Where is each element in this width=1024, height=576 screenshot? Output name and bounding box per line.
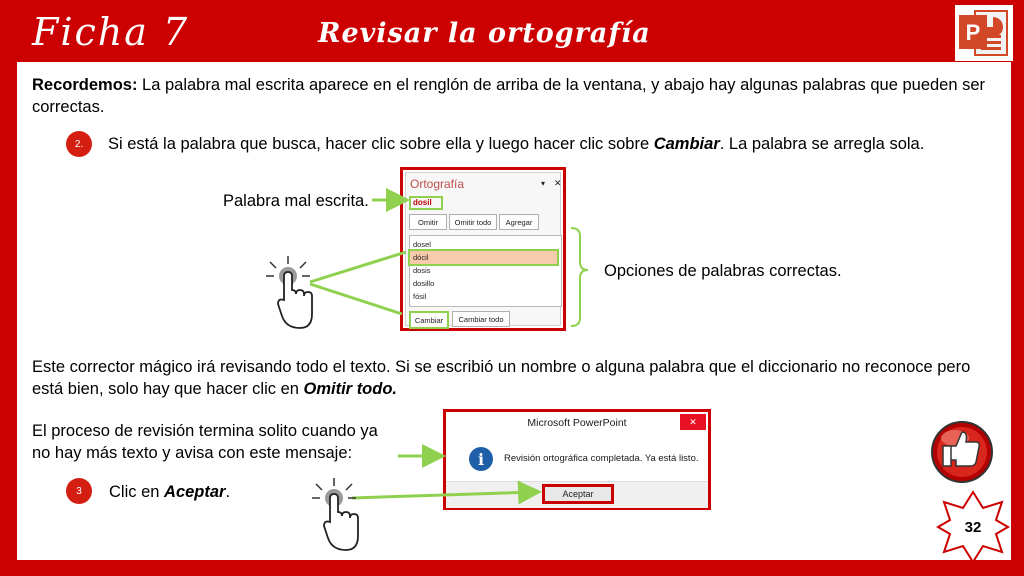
step-3-post: . — [225, 483, 231, 501]
page-number: 32 — [964, 519, 982, 536]
step-2-bold: Cambiar — [653, 135, 720, 153]
change-all-button[interactable]: Cambiar todo — [452, 311, 510, 327]
suggestion-item[interactable]: dosel — [413, 240, 431, 249]
misspelled-label: Palabra mal escrita. — [223, 192, 369, 210]
finish-paragraph: El proceso de revisión termina solito cuando ya no hay más texto y avisa con este mensaje: — [32, 422, 378, 462]
message-box-title: Microsoft PowerPoint — [446, 412, 708, 434]
pane-close-icon[interactable]: ✕ — [554, 178, 562, 188]
step-2-post: . La palabra se arregla sola. — [719, 135, 925, 153]
spelling-pane-title: Ortografía — [410, 177, 465, 191]
slide-title: Revisar la ortografía — [318, 18, 651, 49]
omit-button[interactable]: Omitir — [409, 214, 447, 230]
step-3-bold: Aceptar — [164, 483, 226, 501]
step-3-pre: Clic en — [109, 483, 165, 501]
step-2-pre: Si está la palabra que busca, hacer clic sobre ella y luego hacer clic sobre — [108, 135, 654, 153]
suggestion-item-selected[interactable]: dócil — [410, 251, 557, 264]
spelling-pane-body — [405, 172, 561, 326]
header-bar — [0, 0, 1024, 60]
omit-all-button[interactable]: Omitir todo — [449, 214, 497, 230]
pane-options-icon[interactable]: ▾ — [541, 179, 546, 188]
message-box — [443, 409, 711, 510]
intro-text: La palabra mal escrita aparece en el renglón de arriba de la ventana, y abajo hay algunas palabras que pueden ser correctas. — [32, 76, 986, 116]
step-3-text — [109, 481, 230, 503]
suggestions-list — [409, 235, 562, 307]
omit-paragraph — [32, 356, 997, 400]
info-icon: i — [469, 447, 493, 471]
page-number-badge — [936, 490, 1010, 564]
message-text: Revisión ortográfica completada. Ya está listo. — [504, 453, 699, 464]
intro-bold: Recordemos: — [32, 76, 138, 94]
omit-pre: Este corrector mágico irá revisando todo el texto. Si se escribió un nombre o alguna palabra que el diccionario no reconoce pero está bien, solo hay que hacer clic en — [32, 358, 971, 398]
add-button[interactable]: Agregar — [499, 214, 539, 230]
intro-paragraph — [32, 74, 1007, 118]
accept-button[interactable]: Aceptar — [542, 484, 614, 504]
change-button[interactable]: Cambiar — [409, 311, 449, 329]
suggestion-item[interactable]: dosillo — [413, 279, 435, 288]
powerpoint-logo-icon — [955, 5, 1013, 61]
ficha-label: Ficha 7 — [32, 10, 190, 54]
options-label: Opciones de palabras correctas. — [604, 262, 842, 280]
step-2-bullet: 2. — [66, 131, 92, 157]
step-3-bullet: 3 — [66, 478, 92, 504]
suggestion-item[interactable]: fósil — [413, 292, 427, 301]
message-box-body — [446, 434, 708, 481]
message-box-footer — [446, 481, 708, 508]
step-2-text — [108, 133, 988, 155]
message-close-icon[interactable]: ✕ — [680, 414, 706, 430]
spelling-pane — [400, 167, 566, 331]
omit-bold: Omitir todo. — [303, 380, 398, 398]
suggestion-item[interactable]: dosis — [413, 266, 431, 275]
misspelled-word: dosil — [409, 196, 443, 210]
svg-text:P: P — [965, 20, 981, 45]
